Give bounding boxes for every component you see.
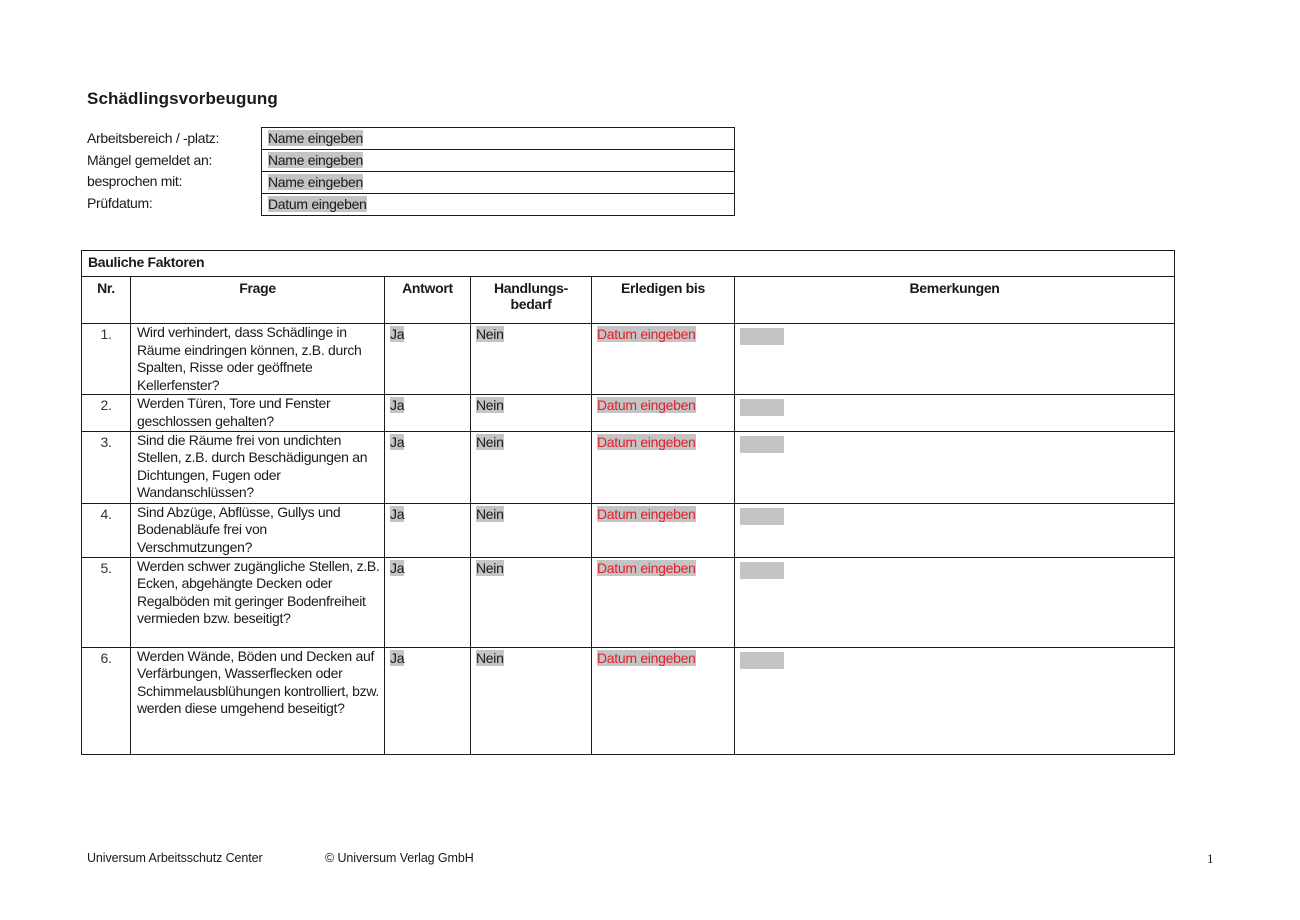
bemerkungen-cell[interactable] <box>735 503 1175 557</box>
row-number: 6. <box>82 647 131 754</box>
section-title: Bauliche Faktoren <box>82 251 1175 277</box>
handlungsbedarf-dropdown[interactable]: Nein <box>476 649 504 666</box>
antwort-cell[interactable] <box>385 557 471 647</box>
pruefdatum-field[interactable] <box>262 193 734 215</box>
bemerkungen-cell[interactable] <box>735 324 1175 395</box>
besprochen-mit-value[interactable]: Name eingeben <box>268 174 363 190</box>
question-text: Sind die Räume frei von undichten Stellen, z.B. durch Beschädigungen an Dichtungen, Fugen oder Wandanschlüssen? <box>131 431 385 503</box>
question-text: Werden schwer zugängliche Stellen, z.B. Ecken, abgehängte Decken oder Regalböden mit geringer Bodenfreiheit vermieden bzw. beseitigt? <box>131 557 385 647</box>
col-header-nr: Nr. <box>82 277 131 324</box>
handlungsbedarf-dropdown[interactable]: Nein <box>476 505 504 522</box>
footer-copyright: © Universum Verlag GmbH <box>325 851 474 865</box>
table-row <box>82 324 1175 395</box>
meta-labels <box>87 128 219 214</box>
col-header-bemerkungen: Bemerkungen <box>735 277 1175 324</box>
label-maengel-gemeldet: Mängel gemeldet an: <box>87 151 213 168</box>
erledigen-bis-date-field[interactable]: Datum eingeben <box>597 433 696 450</box>
row-number: 1. <box>82 324 131 395</box>
bemerkungen-field[interactable] <box>740 652 784 669</box>
footer-publisher: Universum Arbeitsschutz Center <box>87 851 263 865</box>
handlungsbedarf-dropdown[interactable]: Nein <box>476 326 504 342</box>
bemerkungen-field[interactable] <box>740 399 784 416</box>
bemerkungen-field[interactable] <box>740 562 784 579</box>
col-header-frage: Frage <box>131 277 385 324</box>
col-header-antwort: Antwort <box>385 277 471 324</box>
row-number: 5. <box>82 557 131 647</box>
section-header-row <box>82 251 1175 277</box>
label-pruefdatum: Prüfdatum: <box>87 194 153 211</box>
page-number: 1 <box>1207 851 1214 866</box>
antwort-dropdown[interactable]: Ja <box>390 649 405 666</box>
handlungsbedarf-cell[interactable] <box>471 503 592 557</box>
erledigen-bis-date-field[interactable]: Datum eingeben <box>597 397 696 414</box>
handlungsbedarf-cell[interactable] <box>471 647 592 754</box>
question-text: Sind Abzüge, Abflüsse, Gullys und Bodenabläufe frei von Verschmutzungen? <box>131 503 385 557</box>
erledigen-bis-date-field[interactable]: Datum eingeben <box>597 326 696 342</box>
handlungsbedarf-dropdown[interactable]: Nein <box>476 433 504 450</box>
erledigen-bis-cell[interactable] <box>592 324 735 395</box>
label-arbeitsbereich: Arbeitsbereich / -platz: <box>87 130 220 146</box>
col-header-handlungsbedarf <box>471 277 592 324</box>
bemerkungen-cell[interactable] <box>735 647 1175 754</box>
antwort-cell[interactable] <box>385 431 471 503</box>
row-number: 4. <box>82 503 131 557</box>
bemerkungen-field[interactable] <box>740 436 784 453</box>
bemerkungen-field[interactable] <box>740 508 784 525</box>
antwort-dropdown[interactable]: Ja <box>390 397 405 414</box>
antwort-cell[interactable] <box>385 647 471 754</box>
antwort-cell[interactable] <box>385 324 471 395</box>
bemerkungen-field[interactable] <box>740 328 784 345</box>
erledigen-bis-cell[interactable] <box>592 431 735 503</box>
handlungsbedarf-cell[interactable] <box>471 431 592 503</box>
erledigen-bis-cell[interactable] <box>592 503 735 557</box>
handlungsbedarf-dropdown[interactable]: Nein <box>476 559 504 576</box>
bemerkungen-cell[interactable] <box>735 395 1175 431</box>
bemerkungen-cell[interactable] <box>735 431 1175 503</box>
question-text: Werden Türen, Tore und Fenster geschlossen gehalten? <box>131 395 385 431</box>
table-row <box>82 647 1175 754</box>
column-header-row <box>82 277 1175 324</box>
col-header-handlungsbedarf-line2: bedarf <box>510 296 552 312</box>
antwort-dropdown[interactable]: Ja <box>390 559 405 576</box>
antwort-dropdown[interactable]: Ja <box>390 433 405 450</box>
besprochen-mit-field[interactable] <box>262 171 734 193</box>
checklist-table <box>81 250 1175 755</box>
antwort-cell[interactable] <box>385 503 471 557</box>
col-header-handlungsbedarf-line1: Handlungs- <box>494 280 568 296</box>
table-row <box>82 431 1175 503</box>
question-text: Wird verhindert, dass Schädlinge in Räume eindringen können, z.B. durch Spalten, Risse oder geöffnete Kellerfenster? <box>131 324 385 395</box>
maengel-gemeldet-field[interactable] <box>262 149 734 171</box>
question-text: Werden Wände, Böden und Decken auf Verfärbungen, Wasserflecken oder Schimmelausblühungen kontrolliert, bzw. werden diese umgehend beseitigt? <box>131 647 385 754</box>
arbeitsbereich-field[interactable] <box>262 128 734 149</box>
row-number: 3. <box>82 431 131 503</box>
erledigen-bis-date-field[interactable]: Datum eingeben <box>597 649 696 666</box>
erledigen-bis-date-field[interactable]: Datum eingeben <box>597 559 696 576</box>
erledigen-bis-date-field[interactable]: Datum eingeben <box>597 505 696 522</box>
handlungsbedarf-cell[interactable] <box>471 324 592 395</box>
erledigen-bis-cell[interactable] <box>592 395 735 431</box>
handlungsbedarf-dropdown[interactable]: Nein <box>476 397 504 414</box>
handlungsbedarf-cell[interactable] <box>471 395 592 431</box>
col-header-erledigen-bis: Erledigen bis <box>592 277 735 324</box>
label-besprochen-mit: besprochen mit: <box>87 173 183 190</box>
antwort-dropdown[interactable]: Ja <box>390 326 405 342</box>
erledigen-bis-cell[interactable] <box>592 647 735 754</box>
page-title: Schädlingsvorbeugung <box>87 89 278 108</box>
maengel-gemeldet-value[interactable]: Name eingeben <box>268 152 363 168</box>
pruefdatum-value[interactable]: Datum eingeben <box>268 196 367 212</box>
antwort-cell[interactable] <box>385 395 471 431</box>
table-row <box>82 503 1175 557</box>
arbeitsbereich-value[interactable]: Name eingeben <box>268 130 363 146</box>
table-row <box>82 557 1175 647</box>
antwort-dropdown[interactable]: Ja <box>390 505 405 522</box>
row-number: 2. <box>82 395 131 431</box>
table-row <box>82 395 1175 431</box>
handlungsbedarf-cell[interactable] <box>471 557 592 647</box>
erledigen-bis-cell[interactable] <box>592 557 735 647</box>
bemerkungen-cell[interactable] <box>735 557 1175 647</box>
meta-fields <box>261 127 735 216</box>
